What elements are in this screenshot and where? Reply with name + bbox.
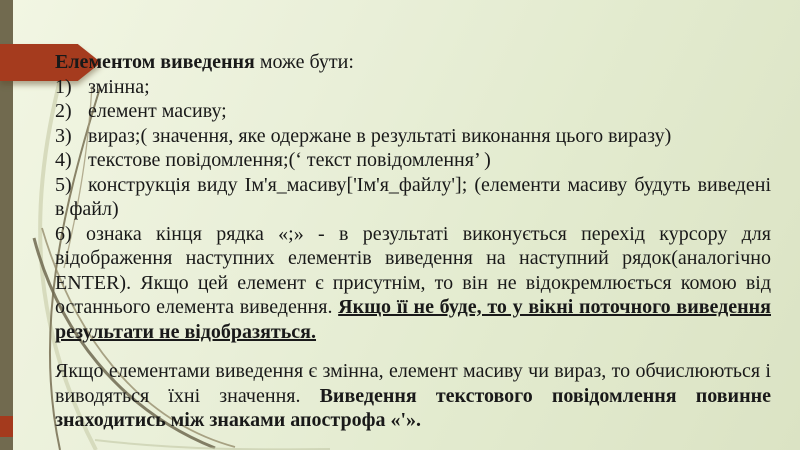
closing-normal-text: Якщо елементами виведення є змінна, елемент масиву чи вираз, то обчислюються і виводяться їхні значення. xyxy=(55,360,771,407)
item-text: текстове повідомлення;(‘ текст повідомлення’ ) xyxy=(88,149,491,171)
closing-bold-text: Виведення текстового повідомлення повинне знаходитись між знаками апострофа «'». xyxy=(55,384,771,431)
slide-title xyxy=(55,50,771,75)
left-stripe-red-accent xyxy=(0,416,13,437)
closing-paragraph xyxy=(55,359,771,433)
paragraph-6-text: 6) ознака кінця рядка «;» - в результаті виконується перехід курсору для відображення наступних елементів виведення на наступний рядок(аналогічно ENTER). Якщо цей елемент є присутнім, то він не відокремлюється комою від останнього елемента виведення. xyxy=(55,222,771,318)
item-number: 3) xyxy=(55,124,72,147)
title-bold-text: Елементом виведення xyxy=(55,51,255,73)
item-text: вираз;( значення, яке одержане в результаті виконання цього виразу) xyxy=(88,124,672,147)
item-number: 5) xyxy=(55,173,72,196)
list-item-2 xyxy=(55,99,771,124)
list-item-4 xyxy=(55,148,771,173)
item-text: конструкція виду Ім'я_масиву['Ім'я_файлу']; (елементи масиву будуть виведені в файл) xyxy=(55,173,771,220)
item-number: 4) xyxy=(55,149,72,171)
paragraph-spacer xyxy=(55,344,771,359)
item-number: 1) xyxy=(55,75,72,98)
paragraph-6-bold-underline: Якщо її не буде, то у вікні поточного виведення результати не відобразяться. xyxy=(55,296,771,343)
item-text: елемент масиву; xyxy=(88,100,227,122)
list-item-3 xyxy=(55,124,771,149)
title-rest-text: може бути: xyxy=(254,51,354,73)
list-item-1 xyxy=(55,75,771,100)
slide-text xyxy=(55,50,771,433)
list-item-5 xyxy=(55,173,771,222)
item-number: 2) xyxy=(55,100,72,122)
item-text: змінна; xyxy=(88,75,150,98)
paragraph-6 xyxy=(55,222,771,345)
